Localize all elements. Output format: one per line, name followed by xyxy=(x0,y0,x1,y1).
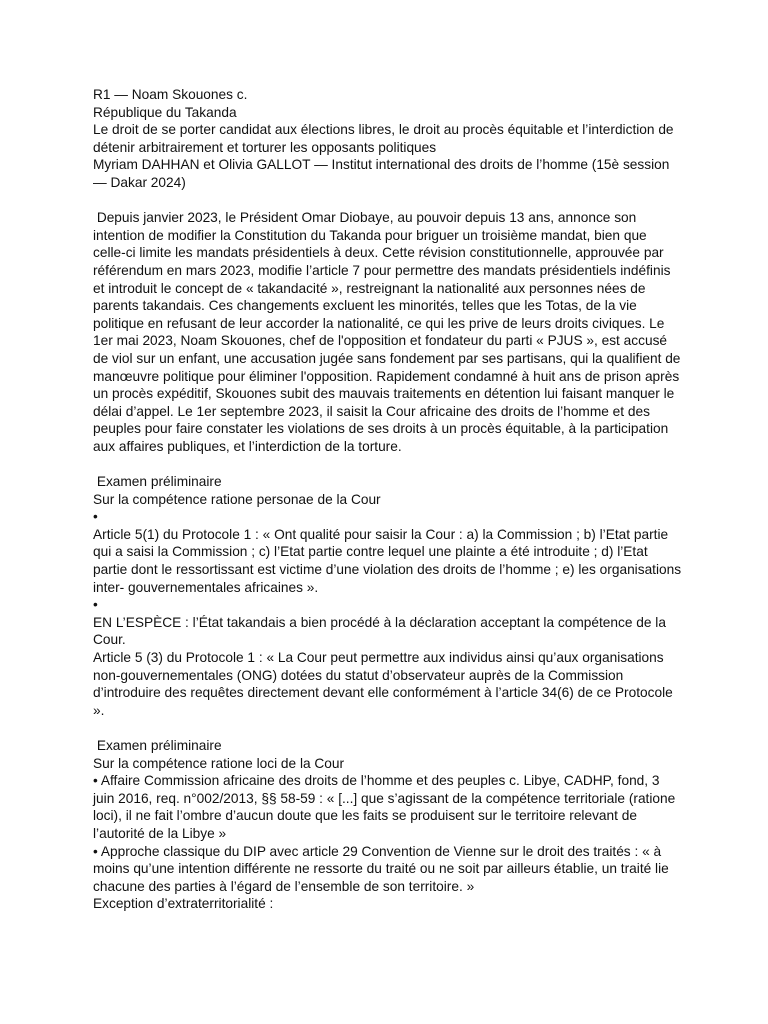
extraterritoriality-item: Exception d’extraterritorialité : xyxy=(93,896,274,912)
spacer xyxy=(93,719,683,737)
facts-paragraph xyxy=(93,209,683,455)
case-authors: Myriam DAHHAN et Olivia GALLOT — Institut international des droits de l’homme (15è session — Dakar 2024) xyxy=(93,157,670,190)
espece-text: EN L’ESPÈCE : l’État takandais a bien procédé à la déclaration acceptant la compétence de la Cour. xyxy=(93,614,666,648)
libye-case-item: • Affaire Commission africaine des droits de l’homme et des peuples c. Libye, CADHP, fond, 3 juin 2016, req. n°002/2013, §§ 58-59 : « [...] que s’agissant de la compétence territoriale (ratione loci), il ne fait l’ombre d’aucun doute que les faits se produisent sur le territoire relevant de l’autorité de la Libye » xyxy=(93,773,676,841)
spacer xyxy=(93,455,683,473)
section2-heading xyxy=(93,737,683,755)
bullet-marker: • xyxy=(93,509,98,525)
facts-text: Depuis janvier 2023, le Président Omar Diobaye, au pouvoir depuis 13 ans, annonce son intention de modifier la Constitution du Takanda pour briguer un troisième mandat, bien que celle-ci limite les mandats présidentiels à deux. Cette révision constitutionnelle, approuvée par référendum en mars 2023, modifie l’article 7 pour permettre des mandats présidentiels indéfinis et introduit le concept de « takandacité », restreignant la nationalité aux personnes nées de parents takandais. Ces changements excluent les minorités, telles que les Totas, de la vie politique en refusant de leur accorder la nationalité, ce qui les prive de leurs droits civiques. Le 1er mai 2023, Noam Skouones, chef de l'opposition et fondateur du parti « PJUS », est accusé de viol sur un enfant, une accusation jugée sans fondement par ses partisans, qui la qualifient de manœuvre politique pour éliminer l'opposition. Rapidement condamné à huit ans de prison après un procès expéditif, Skouones subit des mauvais traitements en détention lui faisant manquer le délai d’appel. Le 1er septembre 2023, il saisit la Cour africaine des droits de l’homme et des peuples pour faire constater les violations de ses droits à un procès équitable, à la participation aux affaires publiques, et l’interdiction de la torture. xyxy=(93,210,681,454)
vienna-convention-item: • Approche classique du DIP avec article 29 Convention de Vienne sur le droit des traités : « à moins qu’une intention différente ne ressorte du traité ou ne soit par ailleurs établie, un traité lie chacune des parties à l’égard de l’ensemble de son territoire. » xyxy=(93,843,669,894)
section2-subheading: Sur la compétence ratione loci de la Cour xyxy=(93,755,345,771)
article-5-1-text: Article 5(1) du Protocole 1 : « Ont qualité pour saisir la Cour : a) la Commission ; b) l’Etat partie qui a saisi la Commission ; c) l’Etat partie contre lequel une plainte a été introduite ; d) l’Etat partie dont le ressortissant est victime d’une violation des droits de l’homme ; e) les organisations inter- gouvernementales africaines ». xyxy=(93,526,682,595)
case-title-line2: République du Takanda xyxy=(93,104,237,120)
bullet-marker: • xyxy=(93,597,98,613)
section1-heading-text: Examen préliminaire xyxy=(96,474,222,490)
spacer xyxy=(93,192,683,210)
section1-subheading: Sur la compétence ratione personae de la Cour xyxy=(93,491,381,507)
case-subject: Le droit de se porter candidat aux élections libres, le droit au procès équitable et l’interdiction de détenir arbitrairement et torturer les opposants politiques xyxy=(93,122,674,155)
document-page xyxy=(93,86,683,913)
section1-heading xyxy=(93,473,683,491)
article-5-3-text: Article 5 (3) du Protocole 1 : « La Cour peut permettre aux individus ainsi qu’aux organisations non-gouvernementales (ONG) dotées du statut d’observateur auprès de la Commission d’introduire des requêtes directement devant elle conformément à l’article 34(6) de ce Protocole ». xyxy=(93,650,673,718)
case-title-line1: R1 — Noam Skouones c. xyxy=(93,87,248,102)
section2-heading-text: Examen préliminaire xyxy=(96,737,222,753)
